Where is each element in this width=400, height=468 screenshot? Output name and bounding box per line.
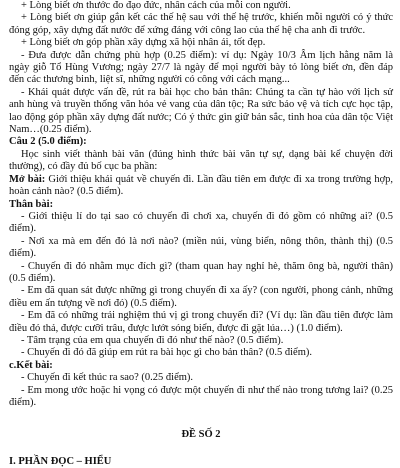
section-heading: Thân bài: <box>9 198 54 210</box>
mo-bai-text: Giới thiệu khái quát về chuyến đi. Lần đầu tiên em được đi xa trong trường hợp, hoàn cảnh nào? (0.5 điểm). <box>9 173 393 198</box>
text-line: - Em đã có những trải nghiệm thú vị gì trong chuyến đi? (Ví dụ: lần đầu tiên được làm điều đó thả, được cưỡi trâu, được lướt sóng biển, được đi gặt lúa…) (1.0 điểm). <box>9 310 393 334</box>
mo-bai-paragraph <box>9 174 393 199</box>
exam-title: ĐỀ SỐ 2 <box>181 429 221 441</box>
text-line: - Nơi xa mà em đến đó là nơi nào? (miền núi, vùng biển, nông thôn, thành thị) (0.5 điểm). <box>9 235 393 260</box>
text-line: - Chuyến đi đó đã giúp em rút ra bài học gì cho bản thân? (0.5 điểm). <box>21 347 313 359</box>
part-heading: I. PHẦN ĐỌC – HIỂU <box>9 455 112 467</box>
section-heading: c.Kết bài: <box>9 359 53 371</box>
text-line: + Lòng biết ơn góp phần xây dựng xã hội nhân ái, tốt đẹp. <box>21 37 266 49</box>
text-line: - Khái quát được vấn đề, rút ra bài học cho bản thân: Chúng ta cần tự hào với lịch sử anh hùng và truyền thống văn hóa vẻ vang của dân tộc; Ra sức bảo vệ và tích cực học tập, lao động góp phần xây dựng đất nước; Có ý thức gìn giữ bản sắc, tinh hoa của dân tộc Việt Nam…(0.25 điểm). <box>9 86 393 136</box>
text-line: - Em đã quan sát được những gì trong chuyến đi xa ấy? (con người, phong cảnh, những điều em ấn tượng về nơi đó) (0.5 điểm). <box>9 285 393 309</box>
text-line: Học sinh viết thành bài văn (đúng hình thức bài văn tự sự, dạng bài kể chuyện đời thường), có đầy đủ bố cục ba phần: <box>9 148 393 173</box>
text-line: - Chuyến đi kết thúc ra sao? (0.25 điểm). <box>21 372 194 384</box>
text-line: - Giới thiệu lí do tại sao có chuyến đi chơi xa, chuyến đi đó gồm có những ai? (0.5 điểm). <box>9 210 393 235</box>
text-line: - Tâm trạng của em qua chuyến đi đó như thế nào? (0.5 điểm). <box>21 334 284 346</box>
text-line: - Đưa được dẫn chứng phù hợp (0.25 điểm): ví dụ: Ngày 10/3 Âm lịch hằng năm là ngày giỗ Tổ Hùng Vương; ngày 27/7 là ngày để mọi người bày tỏ lòng biết ơn, đền đáp đến các thương binh, liệt sĩ, những người có công với cách mạng... <box>9 49 393 86</box>
text-line: + Lòng biết ơn thước đo đạo đức, nhân cách của mỗi con người. <box>21 0 291 11</box>
section-heading: Câu 2 (5.0 điểm): <box>9 136 87 148</box>
mo-bai-label: Mở bài: <box>9 173 46 185</box>
text-line: - Chuyến đi đó nhằm mục đích gì? (tham quan hay nghỉ hè, thăm ông bà, người thân) (0.5 điểm). <box>9 260 393 284</box>
text-line: + Lòng biết ơn giúp gắn kết các thế hệ sau với thế hệ trước, khiến mỗi người có ý thức đóng góp, xây dựng đất nước để xứng đáng với công lao của thế hệ cha anh đi trước. <box>9 12 393 36</box>
text-line: - Em mong ước hoặc hi vọng có được một chuyến đi như thế nào trong tương lai? (0.25 điểm). <box>9 384 393 408</box>
